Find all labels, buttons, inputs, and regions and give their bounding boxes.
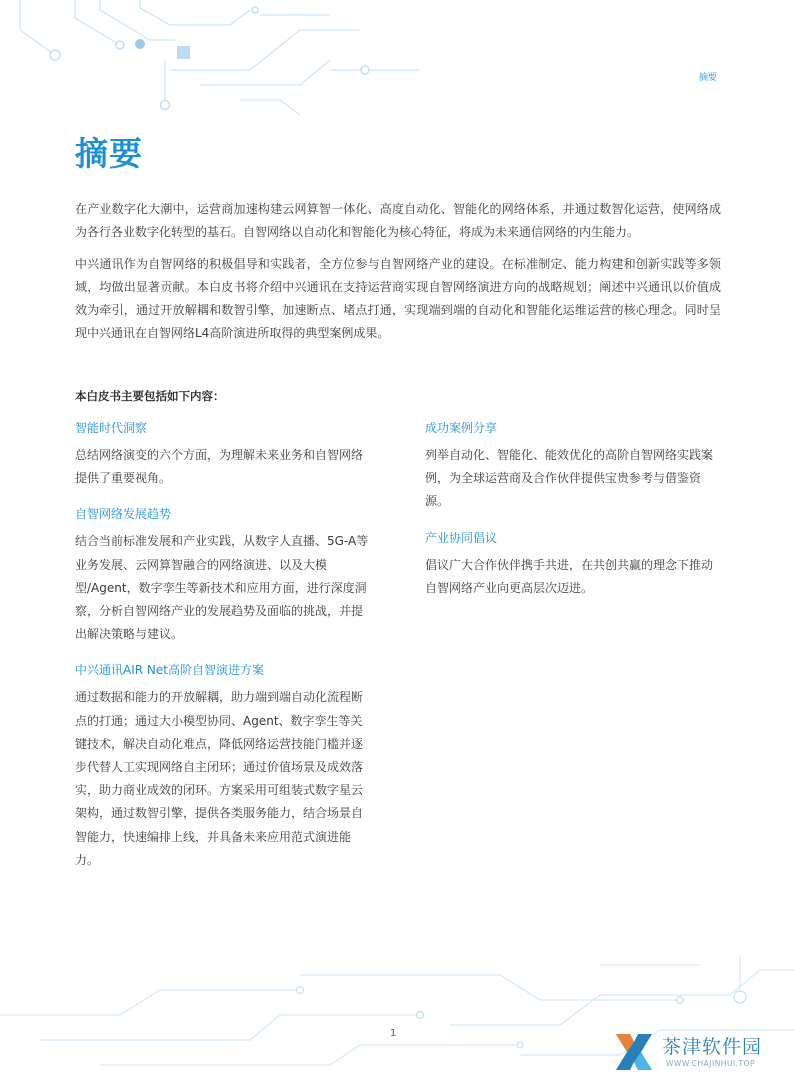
section-title: 产业协同倡议 <box>425 530 498 545</box>
intro-paragraph: 中兴通讯作为自智网络的积极倡导和实践者，全方位参与自智网络产业的建设。在标准制定、能力构建和创新实践等多领域，均做出显著贡献。本白皮书将介绍中兴通讯在支持运营商实现自智网络演进方向的战略规划；阐述中兴通讯以价值成效为牵引，通过开放解耦和数智引擎，加速断点、堵点打通，实现端到端的自动化和智能化运维运营的核心理念。同时呈现中兴通讯在自智网络L4高阶演进所取得的典型案例成果。 <box>75 257 721 340</box>
intro-block <box>75 198 721 354</box>
section-body: 通过数据和能力的开放解耦，助力端到端自动化流程断点的打通；通过大小模型协同、Agent、数字孪生等关键技术，解决自动化难点，降低网络运营技能门槛并逐步代替人工实现网络自主闭环；通过价值场景及成效落实，助力商业成效的闭环。方案采用可组装式数字星云架构，通过数智引擎，提供各类服务能力，结合场景自智能力，快速编排上线，并具备未来应用范式演进能力。 <box>75 690 364 867</box>
section-body: 倡议广大合作伙伴携手共进，在共创共赢的理念下推动自智网络产业向更高层次迈进。 <box>425 557 714 595</box>
section-title: 自智网络发展趋势 <box>75 507 172 522</box>
watermark-url: WWW.CHAJINHUI.TOP <box>666 1059 756 1068</box>
section-body: 列举自动化、智能化、能效优化的高阶自智网络实践案例，为全球运营商及合作伙伴提供宝贵参考与借鉴资源。 <box>425 448 714 509</box>
intro-paragraph: 在产业数字化大潮中，运营商加速构建云网算智一体化、高度自动化、智能化的网络体系，并通过数智化运营，使网络成为各行各业数字化转型的基石。自智网络以自动化和智能化为核心特征，将成为未来通信网络的内生能力。 <box>75 202 721 239</box>
section-title: 中兴通讯AIR Net高阶自智演进方案 <box>75 663 264 678</box>
section-body: 结合当前标准发展和产业实践，从数字人直播、5G-A等业务发展、云网算智融合的网络演进、以及大模型/Agent，数字孪生等新技术和应用方面，进行深度洞察，分析自智网络产业的发展趋势及面临的挑战，并提出解决策略与建议。 <box>75 534 369 642</box>
watermark-logo-icon <box>612 1030 656 1074</box>
contents-heading: 本白皮书主要包括如下内容： <box>75 389 225 403</box>
page-title: 摘要 <box>75 134 143 173</box>
contents-column-left <box>75 418 371 886</box>
page-number: 1 <box>390 1028 397 1039</box>
section-title: 成功案例分享 <box>425 421 498 435</box>
watermark <box>612 1030 792 1074</box>
watermark-name: 茶津软件园 <box>662 1036 763 1058</box>
running-header: 摘要 <box>698 73 717 83</box>
section-body: 总结网络演变的六个方面，为理解未来业务和自智网络提供了重要视角。 <box>75 448 364 486</box>
section-title: 智能时代洞察 <box>75 421 148 435</box>
contents-column-right <box>425 418 721 614</box>
circuit-decoration-top <box>0 0 794 120</box>
